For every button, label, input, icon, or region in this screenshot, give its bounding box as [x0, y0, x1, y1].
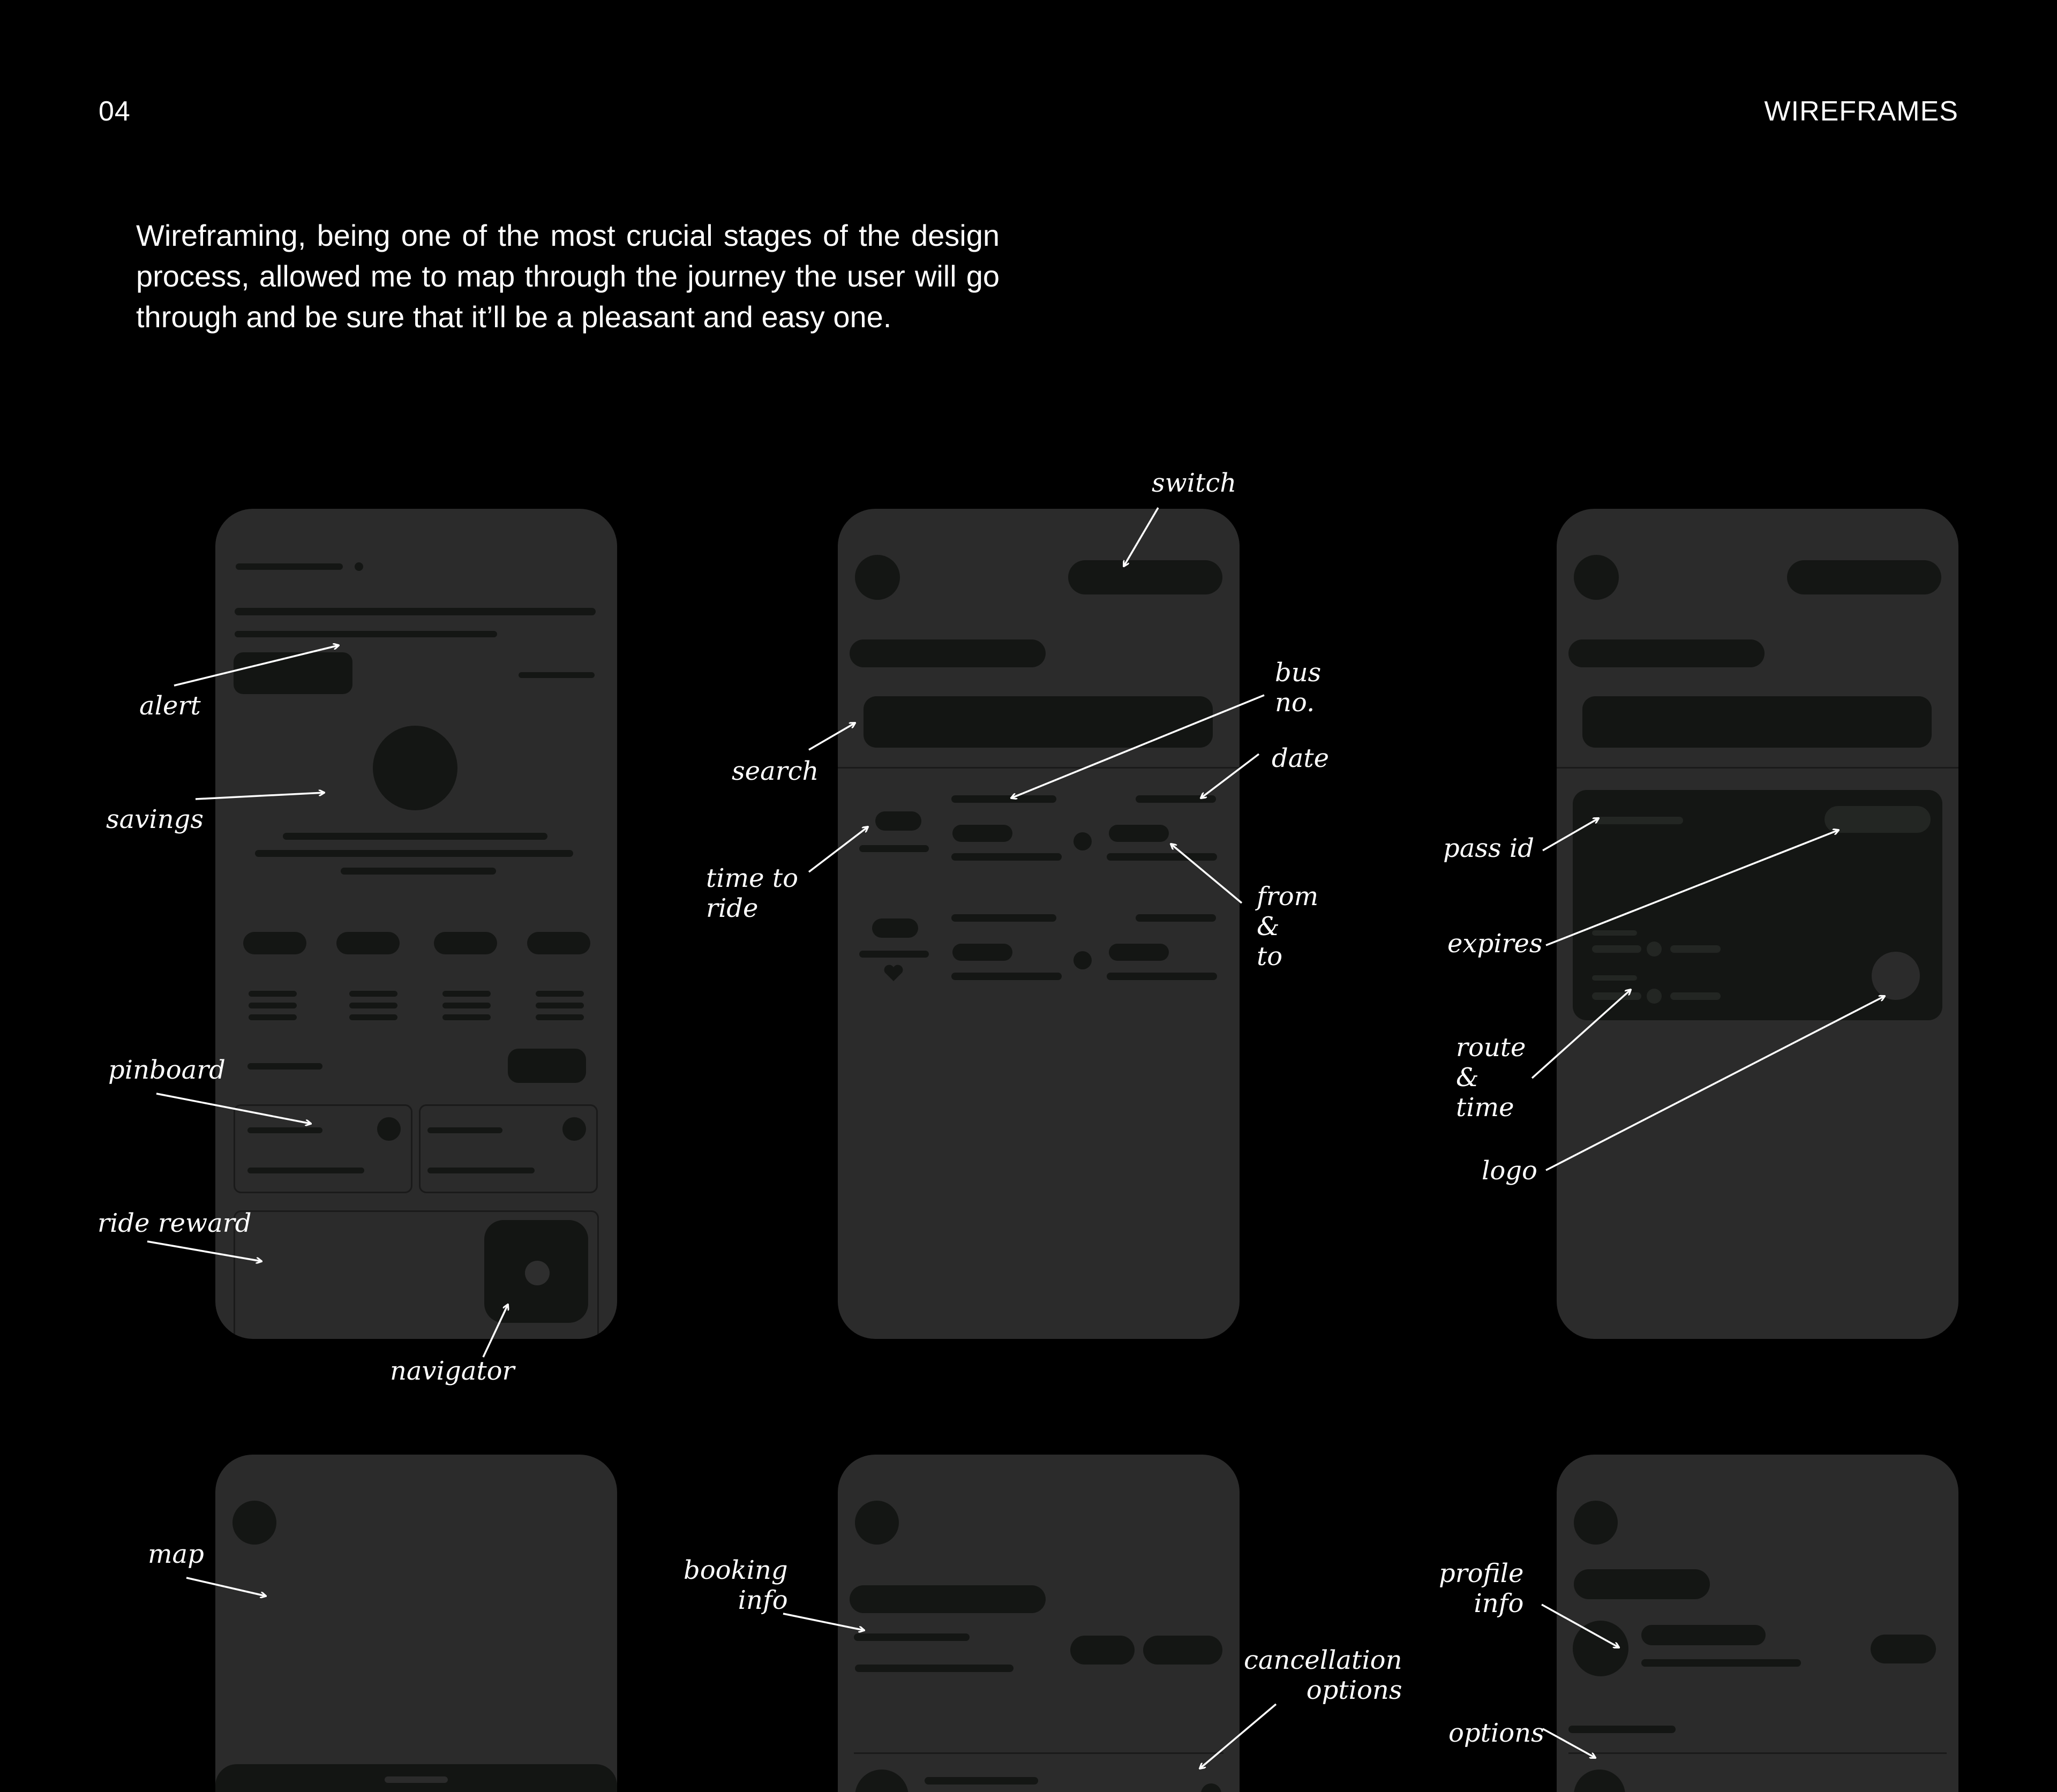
note-options: options [1448, 1718, 1544, 1748]
section-number: 04 [99, 96, 131, 127]
note-profile-info: profile info [1439, 1558, 1524, 1618]
note-logo: logo [1482, 1156, 1537, 1186]
note-cancellation-options: cancellation options [1244, 1645, 1402, 1705]
note-savings: savings [106, 804, 204, 834]
note-time-to-ride: time to ride [706, 863, 799, 923]
note-route-time: route & time [1456, 1033, 1526, 1123]
note-search: search [732, 756, 819, 786]
note-pass-id: pass id [1443, 833, 1534, 863]
note-map: map [148, 1539, 204, 1569]
intro-paragraph: Wireframing, being one of the most crucial stages of the design process, allowed me to map through the journey the user will go through and be sure that it’ll be a pleasant and easy one. [136, 219, 1000, 334]
note-from-to: from & to [1257, 882, 1319, 972]
section-title: WIREFRAMES [1764, 96, 1958, 127]
note-navigator: navigator [390, 1356, 515, 1386]
note-switch: switch [1152, 468, 1237, 498]
note-bus-no: bus no. [1275, 658, 1322, 718]
note-pinboard: pinboard [108, 1055, 226, 1085]
note-alert: alert [139, 691, 201, 721]
note-ride-reward: ride reward [97, 1208, 252, 1238]
note-date: date [1272, 743, 1330, 773]
note-expires: expires [1447, 929, 1543, 959]
note-booking-info: booking info [684, 1555, 788, 1615]
